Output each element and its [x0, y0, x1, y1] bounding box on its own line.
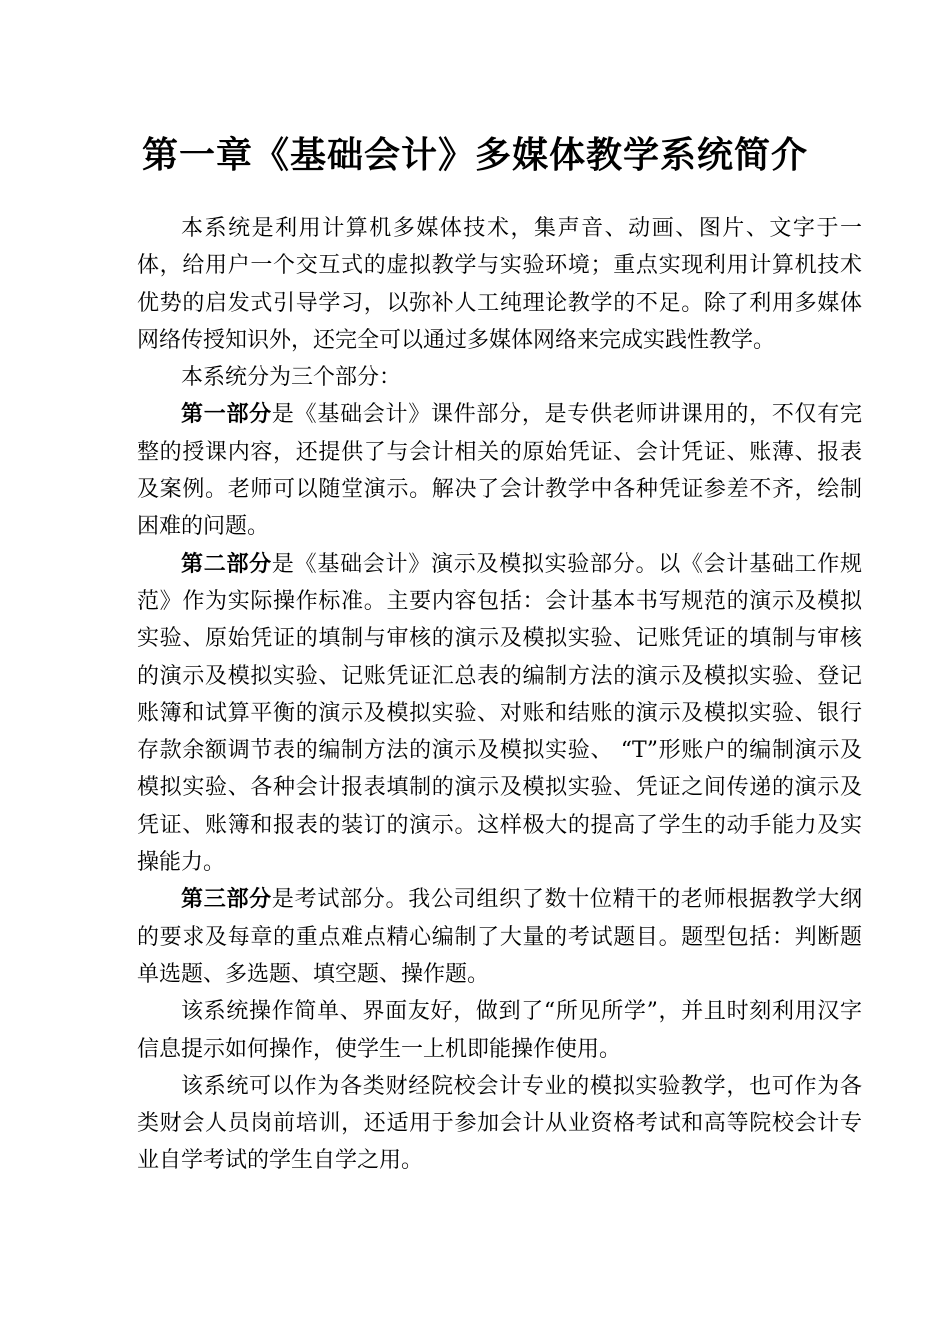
paragraph-part-one: [137, 396, 862, 545]
paragraph-text: 本系统分为三个部分：: [181, 365, 402, 391]
paragraph-text: 该系统可以作为各类财经院校会计专业的模拟实验教学，也可作为各类财会人员岗前培训，还适用于参加会计从业资格考试和高等院校会计专业自学考试的学生自学之用。: [137, 1073, 862, 1174]
paragraph-part-two: [137, 546, 862, 882]
paragraph-lead: 第二部分: [181, 550, 272, 577]
paragraph-text: 该系统操作简单、界面友好，做到了“所见所学”，并且时刻利用汉字信息提示如何操作，使学生一上机即能操作使用。: [137, 999, 862, 1062]
paragraph-lead: 第三部分: [181, 886, 272, 913]
paragraph-text: 是考试部分。我公司组织了数十位精干的老师根据教学大纲的要求及每章的重点难点精心编制了大量的考试题目。题型包括：判断题单选题、多选题、填空题、操作题。: [137, 887, 862, 987]
paragraph-lead: 第一部分: [181, 401, 272, 428]
paragraph-text: 是《基础会计》演示及模拟实验部分。以《会计基础工作规范》作为实际操作标准。主要内容包括：会计基本书写规范的演示及模拟实验、原始凭证的填制与审核的演示及模拟实验、记账凭证的填制与审核的演示及模拟实验、记账凭证汇总表的编制方法的演示及模拟实验、登记账簿和试算平衡的演示及模拟实验、对账和结账的演示及模拟实验、银行存款余额调节表的编制方法的演示及模拟实验、 “T”形账户的编制演示及模拟实验、各种会计报表填制的演示及模拟实验、凭证之间传递的演示及凭证、账簿和报表的装订的演示。这样极大的提高了学生的动手能力及实操能力。: [137, 551, 862, 876]
paragraph-usability: [137, 993, 862, 1068]
paragraph-applications: [137, 1068, 862, 1180]
paragraph-intro: [137, 210, 862, 359]
paragraph-text: 是《基础会计》课件部分，是专供老师讲课用的，不仅有完整的授课内容，还提供了与会计相关的原始凭证、会计凭证、账薄、报表及案例。老师可以随堂演示。解决了会计教学中各种凭证参差不齐，绘制困难的问题。: [137, 402, 862, 540]
paragraph-text: 本系统是利用计算机多媒体技术，集声音、动画、图片、文字于一体，给用户一个交互式的虚拟教学与实验环境；重点实现利用计算机技术优势的启发式引导学习，以弥补人工纯理论教学的不足。除了利用多媒体网络传授知识外，还完全可以通过多媒体网络来完成实践性教学。: [137, 216, 862, 353]
document-body: [137, 210, 862, 1180]
page-title: 第一章《基础会计》多媒体教学系统简介: [141, 134, 808, 176]
paragraph-parts-overview: [137, 359, 862, 396]
paragraph-part-three: [137, 881, 862, 993]
